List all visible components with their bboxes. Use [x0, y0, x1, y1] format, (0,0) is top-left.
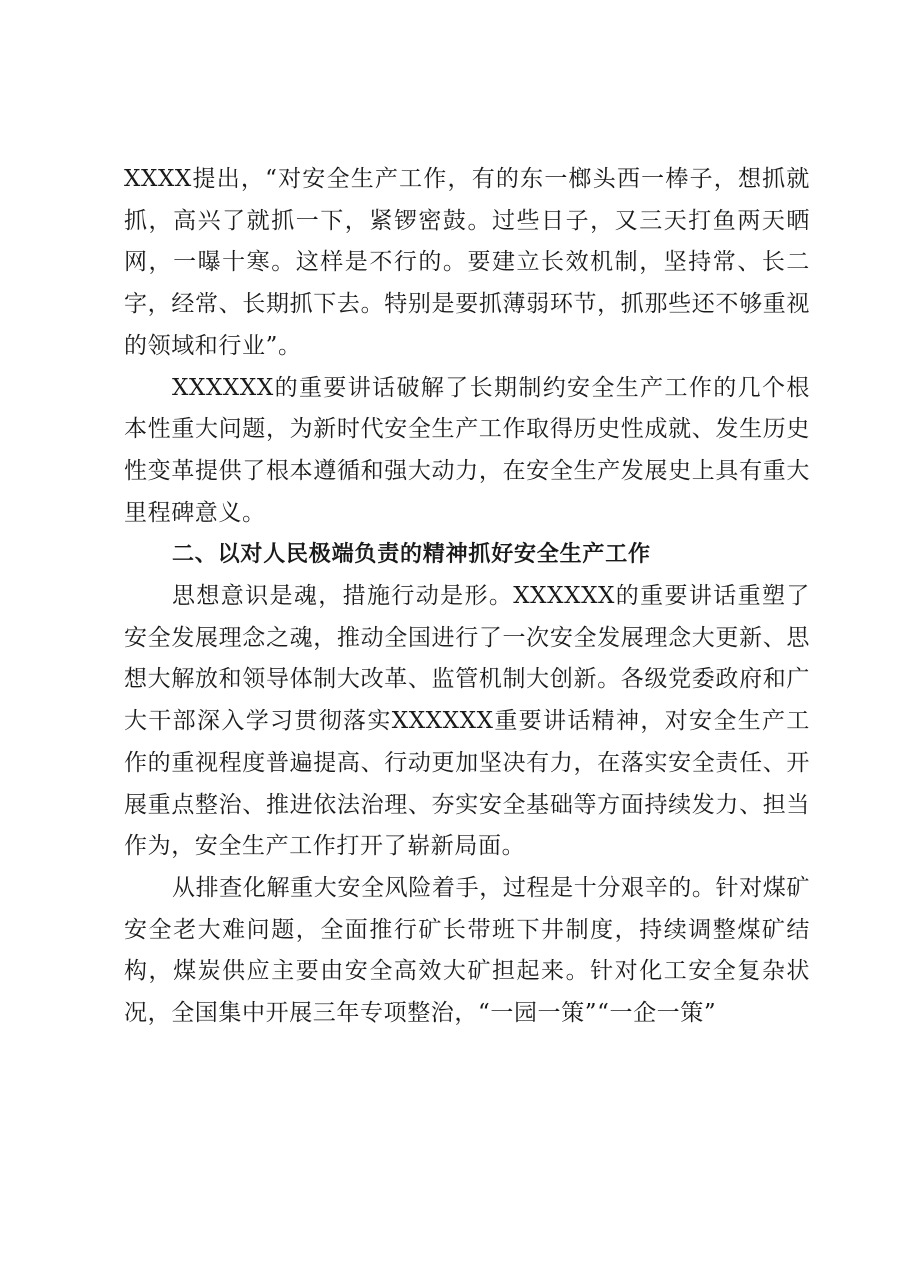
body-paragraph-1: XXXX提出，“对安全生产工作，有的东一榔头西一棒子，想抓就抓，高兴了就抓一下，紧锣密鼓。过些日子，又三天打鱼两天晒网，一曝十寒。这样是不行的。要建立长效机制，坚持常、长二字，经常、长期抓下去。特别是要抓薄弱环节，抓那些还不够重视的领域和行业”。	[124, 166, 810, 359]
section-heading: 二、以对人民极端负责的精神抓好安全生产工作	[172, 542, 651, 568]
body-paragraph-4: 从排查化解重大安全风险着手，过程是十分艰辛的。针对煤矿安全老大难问题，全面推行矿长带班下井制度，持续调整煤矿结构，煤炭供应主要由安全高效大矿担起来。针对化工安全复杂状况，全国集中开展三年专项整治，“一园一策”“一企一策”	[124, 874, 810, 1027]
body-paragraph-2: XXXXXX的重要讲话破解了长期制约安全生产工作的几个根本性重大问题，为新时代安全生产工作取得历史性成就、发生历史性变革提供了根本遵循和强大动力，在安全生产发展史上具有重大里程碑意义。	[124, 374, 810, 526]
document-body	[124, 159, 810, 1035]
body-paragraph-3: 思想意识是魂，措施行动是形。XXXXXX的重要讲话重塑了安全发展理念之魂，推动全国进行了一次安全发展理念大更新、思想大解放和领导体制大改革、监管机制大创新。各级党委政府和广大干部深入学习贯彻落实XXXXXX重要讲话精神，对安全生产工作的重视程度普遍提高、行动更加坚决有力，在落实安全责任、开展重点整治、推进依法治理、夯实安全基础等方面持续发力、担当作为，安全生产工作打开了崭新局面。	[124, 583, 810, 860]
